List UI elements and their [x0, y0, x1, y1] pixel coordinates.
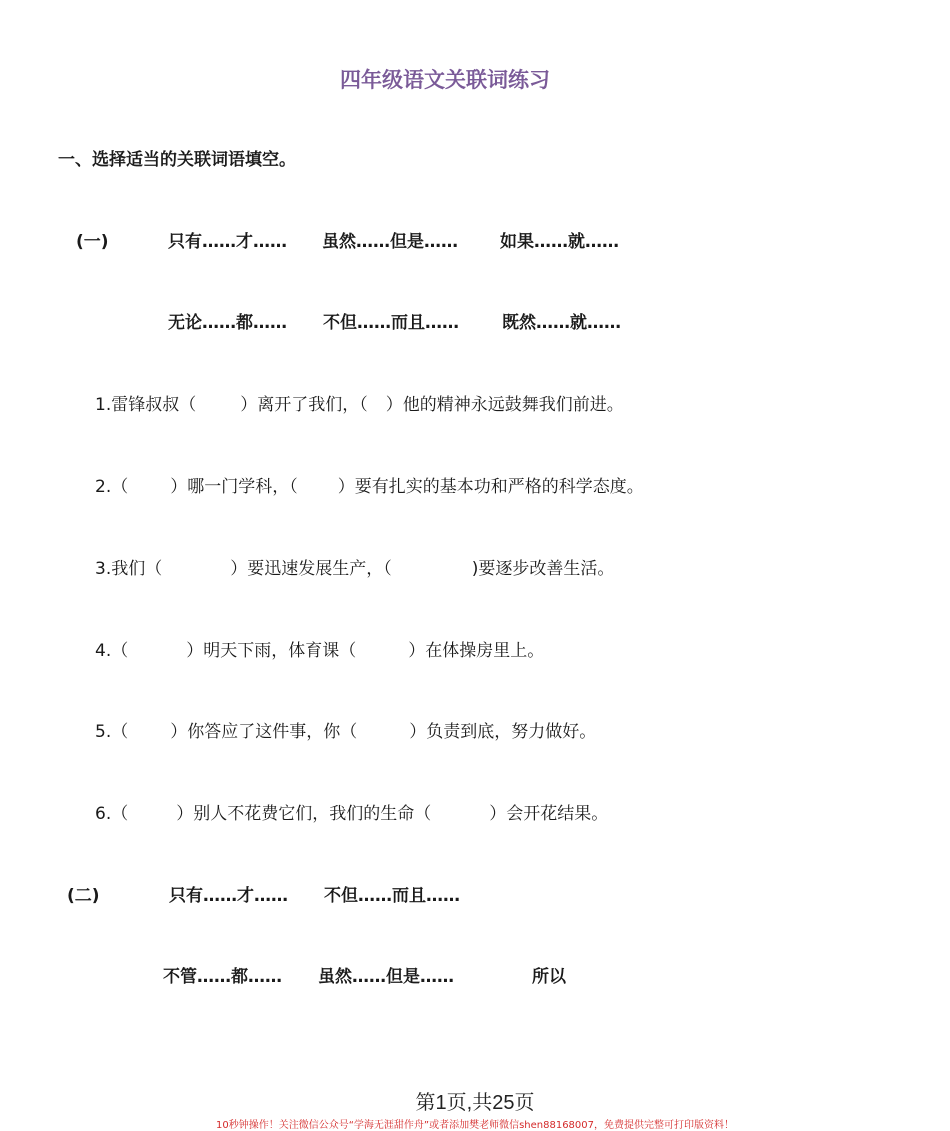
part1-label: (一) — [76, 232, 109, 252]
question-prefix: 6.（ — [95, 804, 129, 824]
part2-label: (二) — [67, 886, 100, 906]
word-option: 如果……就…… — [500, 232, 619, 252]
word-option: 不但……而且…… — [324, 886, 460, 906]
question-mid: ）哪一门学科，（ — [170, 477, 298, 497]
question-3 — [95, 554, 614, 579]
question-tail: ）会开花结果。 — [489, 804, 609, 824]
question-prefix: 3.我们（ — [95, 559, 163, 579]
word-option: 只有……才…… — [169, 886, 288, 906]
question-1 — [95, 390, 624, 415]
question-mid: ）明天下雨，体育课（ — [186, 641, 357, 661]
question-2 — [95, 472, 644, 497]
question-tail: ）要有扎实的基本功和严格的科学态度。 — [337, 477, 644, 497]
word-option: 所以 — [532, 967, 566, 987]
question-prefix: 2.（ — [95, 477, 129, 497]
question-tail: )要逐步改善生活。 — [471, 559, 615, 579]
page-title: 四年级语文关联词练习 — [340, 68, 550, 92]
question-mid: ）别人不花费它们，我们的生命（ — [176, 804, 432, 824]
word-option: 无论……都…… — [168, 313, 287, 333]
footer-note: 10秒钟操作！关注微信公众号“学海无涯甜作舟”或者添加樊老师微信shen88168007，免费提供完整可打印版资料！ — [215, 1120, 735, 1131]
word-option: 不管……都…… — [163, 967, 282, 987]
word-option: 虽然……但是…… — [322, 232, 458, 252]
word-option: 只有……才…… — [168, 232, 287, 252]
question-6 — [95, 799, 608, 824]
question-mid: ）离开了我们，（ — [240, 395, 368, 415]
question-prefix: 4.（ — [95, 641, 129, 661]
question-mid: ）你答应了这件事，你（ — [170, 722, 358, 742]
question-prefix: 5.（ — [95, 722, 129, 742]
word-option: 既然……就…… — [502, 313, 621, 333]
section-heading: 一、选择适当的关联词语填空。 — [58, 150, 296, 170]
question-mid: ）要迅速发展生产，（ — [230, 559, 392, 579]
word-option: 虽然……但是…… — [318, 967, 454, 987]
question-prefix: 1.雷锋叔叔（ — [95, 395, 197, 415]
question-tail: ）他的精神永远鼓舞我们前进。 — [385, 395, 624, 415]
page-number: 第1页,共25页 — [415, 1092, 535, 1114]
question-tail: ）在体操房里上。 — [408, 641, 545, 661]
word-option: 不但……而且…… — [323, 313, 459, 333]
question-tail: ）负责到底，努力做好。 — [409, 722, 597, 742]
question-4 — [95, 636, 544, 661]
question-5 — [95, 717, 596, 742]
